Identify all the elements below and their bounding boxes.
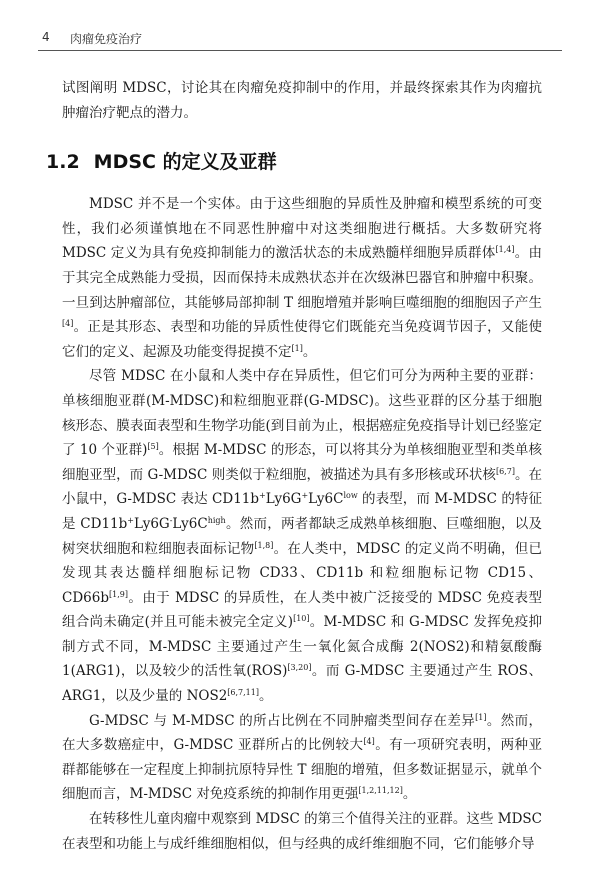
page-number: 4 — [42, 30, 50, 44]
citation: [3,20] — [287, 663, 312, 673]
citation: [10] — [293, 614, 310, 624]
citation: [1] — [475, 712, 487, 722]
text-run: 。由于 MDSC 的异质性，在人类中被广泛接受的 MDSC 免疫表型组合尚未确定(并且可能未被完全定义) — [62, 589, 542, 631]
running-header — [40, 30, 560, 52]
text-run: 尽管 MDSC 在小鼠和人类中存在异质性，但它们可分为两种主要的亚群：单核细胞亚群(M-MDSC)和粒细胞亚群(G-MDSC)。这些亚群的区分基于细胞核形态、膜表面表型和生物学功能(到目前为止，根据癌症免疫指导计划已经鉴定了 10 个亚群) — [62, 368, 542, 459]
text-run: Ly6C — [172, 515, 208, 532]
citation: [4] — [62, 319, 74, 329]
paragraph-4 — [62, 807, 542, 856]
citation: [1,4] — [495, 245, 515, 255]
text-run: 。 — [258, 688, 273, 705]
running-title: 肉瘤免疫治疗 — [70, 32, 143, 46]
superscript: high — [207, 515, 226, 525]
text-run: Ly6C — [308, 491, 344, 508]
paragraph-2 — [62, 364, 542, 708]
section-number: 1.2 — [46, 151, 80, 174]
paragraph-3 — [62, 709, 542, 807]
citation: [5] — [147, 442, 159, 452]
superscript: + — [127, 515, 134, 525]
header-rule — [38, 50, 562, 51]
page-body — [46, 76, 543, 856]
text-run: 。在人类中，MDSC 的定义尚不明确，但已发现其表达髓样细胞标记物 CD33、CD11b 和粒细胞标记物 CD15、CD66b — [62, 540, 543, 606]
text-run: 。 — [402, 786, 417, 803]
superscript: - — [169, 515, 173, 525]
citation: [1] — [291, 343, 303, 353]
text-run: 。在小鼠中，G-MDSC 表达 CD11b — [62, 466, 543, 508]
text-run: MDSC 并不是一个实体。由于这些细胞的异质性及肿瘤和模型系统的可变性，我们必须谨慎地在不同恶性肿瘤中对这类细胞进行概括。大多数研究将 MDSC 定义为具有免疫抑制能力的激活状态的未成熟髓样细胞异质群体 — [62, 196, 542, 262]
citation: [6,7,11] — [227, 688, 259, 698]
text-run: 。由于其完全成熟能力受损，因而保持未成熟状态并在次级淋巴器官和肿瘤中积聚。一旦到达肿瘤部位，其能够局部抑制 T 细胞增殖并影响巨噬细胞的细胞因子产生 — [62, 245, 543, 311]
text-run: 。正是其形态、表型和功能的异质性使得它们既能充当免疫调节因子，又能使它们的定义、起源及功能变得捉摸不定 — [62, 319, 542, 360]
text-run: 。而 G-MDSC 主要通过产生 ROS、ARG1，以及少量的 NOS2 — [62, 663, 542, 705]
text-run: 。然而，两者都缺乏成熟单核细胞、巨噬细胞，以及树突状细胞和粒细胞表面标记物 — [62, 515, 543, 557]
citation: [6,7] — [495, 466, 515, 476]
section-title: MDSC 的定义及亚群 — [93, 151, 277, 174]
text-run: 的表型，而 M-MDSC 的特征是 CD11b — [62, 491, 542, 532]
superscript: + — [259, 491, 266, 501]
superscript: + — [301, 491, 309, 501]
text-run: G-MDSC 与 M-MDSC 的所占比例在不同肿瘤类型间存在差异 — [89, 712, 476, 729]
paragraph-1 — [62, 192, 542, 364]
text-run: 。 — [302, 343, 317, 360]
text-run: 在转移性儿童肉瘤中观察到 MDSC 的第三个值得关注的亚群。这些 MDSC 在表型和功能上与成纤维细胞相似，但与经典的成纤维细胞不同，它们能够介导 — [62, 811, 542, 852]
text-run: 。M-MDSC 和 G-MDSC 发挥免疫抑制方式不同，M-MDSC 主要通过产生一氧化氮合成酶 2(NOS2)和精氨酸酶 1(ARG1)，以及较少的活性氧(ROS) — [62, 614, 542, 680]
citation: [1,2,11,12] — [358, 786, 403, 796]
superscript: low — [343, 491, 358, 501]
text-run: 。然而，在大多数癌症中，G-MDSC 亚群所占的比例较大 — [62, 712, 542, 754]
text-run: 。根据 M-MDSC 的形态，可以将其分为单核细胞亚型和类单核细胞亚型，而 G-MDSC 则类似于粒细胞，被描述为具有多形核或环状核 — [62, 442, 542, 483]
intro-paragraph: 试图阐明 MDSC，讨论其在肉瘤免疫抑制中的作用，并最终探索其作为肉瘤抗肿瘤治疗靶点的潜力。 — [62, 80, 542, 121]
text-run: Ly6G — [265, 491, 302, 508]
text-run: 。有一项研究表明，两种亚群都能够在一定程度上抑制抗原特异性 T 细胞的增殖，但多数证据显示，就单个细胞而言，M-MDSC 对免疫系统的抑制作用更强 — [62, 737, 542, 803]
citation: [1,9] — [108, 589, 128, 599]
section-heading — [46, 148, 542, 176]
text-run: Ly6G — [133, 515, 170, 532]
citation: [4] — [363, 737, 375, 747]
citation: [1,8] — [254, 540, 274, 550]
